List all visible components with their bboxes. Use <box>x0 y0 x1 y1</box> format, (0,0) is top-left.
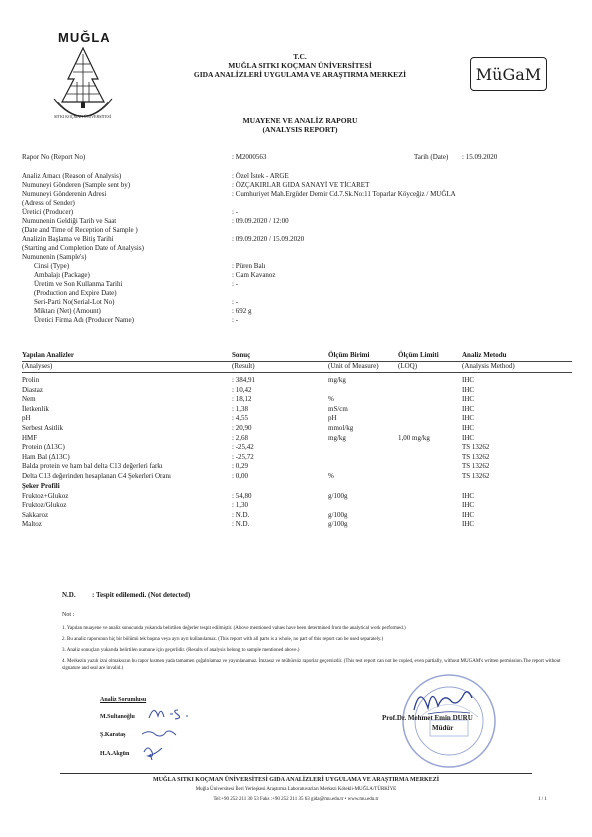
analysis-name: pH <box>22 414 31 423</box>
analysis-method: IHC <box>462 395 475 404</box>
table-row <box>22 280 572 289</box>
table-row <box>22 217 572 226</box>
analysis-name: Nem <box>22 395 36 404</box>
table-row <box>22 244 572 253</box>
table-row <box>22 316 572 325</box>
analysis-method: TS 13262 <box>462 443 490 452</box>
sample-field-label: Üretim ve Son Kullanma Tarihi <box>34 280 123 288</box>
col-unit-en: (Unit of Measure) <box>328 362 379 370</box>
footer-line-1: MUĞLA SITKI KOÇMAN ÜNİVERSİTESİ GIDA ANALİZLERİ UYGULAMA VE ARAŞTIRMA MERKEZİ <box>152 777 440 783</box>
note-3: 3. Analiz sonuçları yukarıda belirtilen numune için geçerlidir. (Results of analysis belong to sample mentioned above.) <box>62 648 300 653</box>
sample-field-label: Üretici Firma Adı (Producer Name) <box>34 316 134 324</box>
analysis-name: Prolin <box>22 376 40 384</box>
report-no-value: : M2000563 <box>232 153 267 161</box>
header-divider-bottom <box>22 372 572 373</box>
field-label: Numunenin (Sample's) <box>22 253 87 261</box>
analysis-unit: g/100g <box>328 520 348 529</box>
university-logo <box>48 30 118 125</box>
analysis-result: : 0,00 <box>232 472 248 480</box>
signer-1: M.Sultanoğlu <box>100 714 135 720</box>
header-center: GIDA ANALİZLERİ UYGULAMA VE ARAŞTIRMA MERKEZİ <box>193 70 407 79</box>
analysis-loq: 1,00 mg/kg <box>398 433 430 442</box>
mugam-logo <box>470 57 547 91</box>
analysis-name: Sakkaroz <box>22 510 49 519</box>
analysis-method: IHC <box>462 376 475 384</box>
analysis-unit: mmol/kg <box>328 424 354 432</box>
table-row <box>22 172 572 181</box>
analysis-method: IHC <box>462 414 475 423</box>
sample-field-value: : - <box>232 298 239 306</box>
table-row <box>22 181 572 190</box>
analysis-method: TS 13262 <box>462 452 490 461</box>
sample-field-value: : Cam Kavanoz <box>232 271 276 279</box>
field-value: : Özel İstek - ARGE <box>232 172 289 180</box>
field-value: : Cumhuriyet Mah.Ergüder Demir Cd.7.Sk.No:11 Toparlar Köyceğiz / MUĞLA <box>232 190 456 198</box>
header-university: MUĞLA SITKI KOÇMAN ÜNİVERSİTESİ <box>228 61 372 70</box>
field-label: Numunenin Geldiği Tarih ve Saat <box>22 217 117 225</box>
col-result: Sonuç <box>232 351 251 359</box>
table-row <box>22 414 572 423</box>
analysis-result: : 0,29 <box>232 462 248 471</box>
analysis-unit: % <box>328 472 334 480</box>
field-value: : ÖZÇAKIRLAR GIDA SANAYİ VE TİCARET <box>232 181 370 189</box>
signer-2: Ş.Karataş <box>100 732 126 738</box>
report-title: MUAYENE VE ANALİZ RAPORU <box>242 116 358 125</box>
analysis-method: IHC <box>462 433 475 442</box>
table-row <box>22 208 572 217</box>
footer-line-2: Muğla Üniversitesi İleri Yerleşkesi Araştırma Laboratuvarları Merkezi Kötekli-MUĞLA/TÜRKİYE <box>195 787 397 792</box>
table-row <box>22 492 572 501</box>
col-method: Analiz Metodu <box>462 351 507 359</box>
analysis-result: : 4,55 <box>232 414 248 423</box>
analysis-unit: mg/kg <box>328 433 346 442</box>
nd-label: N.D. <box>62 591 76 599</box>
sample-field-label: Cinsi (Type) <box>34 262 70 270</box>
table-row <box>22 307 572 316</box>
signature-1-icon <box>146 702 196 724</box>
analysis-result: : 54,80 <box>232 491 252 500</box>
field-value: : 09.09.2020 / 15.09.2020 <box>232 235 305 243</box>
analysis-name: HMF <box>22 433 38 442</box>
table-row <box>22 482 572 491</box>
note-1: 1. Yapılan muayene ve analiz sonucunda yukarıda belirtilen değerler tespit edilmiştir. (Above mentioned values have been determined from the analytical work performed.) <box>62 626 406 631</box>
analysis-method: TS 13262 <box>462 472 490 480</box>
table-row <box>22 434 572 443</box>
analysis-method: IHC <box>462 491 475 500</box>
analysis-name: Fruktoz/Glukoz <box>22 501 67 510</box>
analysis-result: : -25,42 <box>232 443 254 452</box>
analysis-name: Diastaz <box>22 385 43 394</box>
note-4: 4. Merkezin yazılı izni olmaksızın bu rapor kısmen yada tamamen çoğaltılamaz ve yayınlanamaz. İmzasız ve mühürsüz raporlar geçersizdir. (This test report can not be copied, even partially, without MUGAM's written permission.The report without signature and seal are invalid.) <box>62 659 561 671</box>
report-title-en: (ANALYSIS REPORT) <box>262 125 338 134</box>
analysis-name: Delta C13 değerinden hesaplanan C4 Şekerleri Oranı <box>22 472 171 480</box>
analysis-unit: % <box>328 395 334 404</box>
table-row <box>22 395 572 404</box>
analysis-name: Protein (Δ13C) <box>22 443 65 452</box>
analysis-name: Fruktoz+Glukoz <box>22 491 69 500</box>
col-loq-en: (LOQ) <box>398 362 418 370</box>
sample-field-value: : - <box>232 316 239 324</box>
analysis-result: : 10,42 <box>232 385 252 394</box>
sample-field-label: Miktarı (Net) (Amount) <box>34 307 101 315</box>
analysis-unit: mg/kg <box>328 376 346 384</box>
analysis-result: : 18,12 <box>232 395 252 404</box>
table-row <box>22 190 572 199</box>
col-analyses: Yapılan Analizler <box>22 351 74 359</box>
analysis-unit: g/100g <box>328 491 348 500</box>
analysis-method: IHC <box>462 501 475 510</box>
col-analyses-en: (Analyses) <box>22 362 53 370</box>
sugar-profile-heading: Şeker Profili <box>22 481 60 490</box>
sample-field-label: Seri-Parti No(Serial-Lot No) <box>34 298 115 306</box>
table-row <box>22 405 572 414</box>
report-date-value: : 15.09.2020 <box>462 153 498 161</box>
table-row <box>22 443 572 452</box>
analysis-method: TS 13262 <box>462 462 490 471</box>
table-row <box>22 520 572 529</box>
analysis-result: : 384,91 <box>232 376 255 384</box>
field-label: (Starting and Completion Date of Analysis) <box>22 244 144 252</box>
table-row <box>22 511 572 520</box>
nd-text: : Tespit edilemedi. (Not detected) <box>92 591 191 599</box>
table-row <box>22 289 572 298</box>
analysis-unit: g/100g <box>328 510 348 519</box>
analysis-name: Ham Bal (Δ13C) <box>22 452 70 461</box>
footer-line-3: Tel:+90 252 211 30 53 Faks :+90 252 211 35 63 gida@mu.edu.tr • www.mu.edu.tr <box>213 797 379 802</box>
table-row <box>22 235 572 244</box>
table-row <box>22 472 572 481</box>
analysis-method: IHC <box>462 404 475 413</box>
header-tc: T.C. <box>293 52 307 61</box>
analysis-unit: pH <box>328 414 337 423</box>
table-row <box>22 199 572 208</box>
field-label: Numuneyi Gönderenin Adresi <box>22 190 107 198</box>
page-number: 1 / 1 <box>538 797 547 802</box>
field-label: Üretici (Producer) <box>22 208 74 216</box>
sample-field-label: Ambalajı (Package) <box>34 271 90 279</box>
analysis-result: : 2,68 <box>232 433 248 442</box>
field-value: : - <box>232 208 239 216</box>
analysis-name: İletkenlik <box>22 404 49 413</box>
field-label: (Adress of Sender) <box>22 199 75 207</box>
analysis-result: : -25,72 <box>232 452 254 461</box>
col-result-en: (Result) <box>232 362 255 370</box>
sample-field-value: : - <box>232 280 239 288</box>
analysis-result: : 1,30 <box>232 501 248 510</box>
signatures-heading: Analiz Sorumlusu <box>100 697 147 703</box>
field-label: (Date and Time of Reception of Sample ) <box>22 226 138 234</box>
table-row <box>22 226 572 235</box>
col-loq: Ölçüm Limiti <box>398 351 439 359</box>
sample-field-value: : Püren Balı <box>232 262 266 270</box>
analysis-result: : 20,90 <box>232 424 252 432</box>
table-row <box>22 424 572 433</box>
table-row <box>22 376 572 385</box>
table-row <box>22 262 572 271</box>
table-row <box>22 453 572 462</box>
field-value: : 09.09.2020 / 12:00 <box>232 217 289 225</box>
mugam-logo-text: MüGaM <box>475 64 542 84</box>
col-method-en: (Analysis Method) <box>462 362 515 370</box>
director-title: Müdür <box>432 724 454 732</box>
analysis-method: IHC <box>462 424 475 432</box>
signer-3: H.A.Akgün <box>100 751 130 757</box>
table-row <box>22 386 572 395</box>
analysis-result: : N.D. <box>232 520 250 529</box>
report-no-label: Rapor No (Report No) <box>22 153 86 161</box>
signature-3-icon <box>140 742 170 762</box>
footer-divider <box>60 773 532 774</box>
sample-field-value: : 692 g <box>232 307 252 315</box>
director-name: Prof.Dr. Mehmet Emin DURU <box>382 714 473 722</box>
analysis-method: IHC <box>462 510 475 519</box>
table-row <box>22 271 572 280</box>
analysis-result: : 1,38 <box>232 404 248 413</box>
table-row <box>22 501 572 510</box>
seal-ring-text: SITKI KOÇMAN ÜNİVERSİTESİ <box>54 114 112 119</box>
logo-left-text: MUĞLA <box>58 30 111 45</box>
analysis-method: IHC <box>462 385 475 394</box>
analysis-method: IHC <box>462 520 475 529</box>
analysis-name: Balda protein ve ham bal delta C13 değerleri farkı <box>22 462 163 471</box>
university-seal-icon <box>48 44 118 124</box>
note-2: 2. Bu analiz raporunun hiç bir bölümü tek başına veya ayrı ayrı kullanılamaz. (This report with all parts is a whole, no part of this report can be used separately.) <box>62 637 384 642</box>
field-label: Analiz Amacı (Reason of Analysis) <box>22 172 122 180</box>
field-label: Numuneyi Gönderen (Sample sent by) <box>22 181 131 189</box>
table-row <box>22 298 572 307</box>
analysis-name: Serbest Asitlik <box>22 424 64 432</box>
analysis-name: Maltoz <box>22 520 42 529</box>
col-unit: Ölçüm Birimi <box>328 351 370 359</box>
sample-field-label: (Production and Expire Date) <box>34 289 117 297</box>
table-row <box>22 253 572 262</box>
report-date-label: Tarih (Date) <box>414 153 449 161</box>
signature-2-icon <box>140 726 180 740</box>
notes-title: Not : <box>62 612 75 618</box>
field-label: Analizin Başlama ve Bitiş Tarihi <box>22 235 114 243</box>
analysis-result: : N.D. <box>232 510 250 519</box>
table-row <box>22 462 572 471</box>
analysis-unit: mS/cm <box>328 404 348 413</box>
